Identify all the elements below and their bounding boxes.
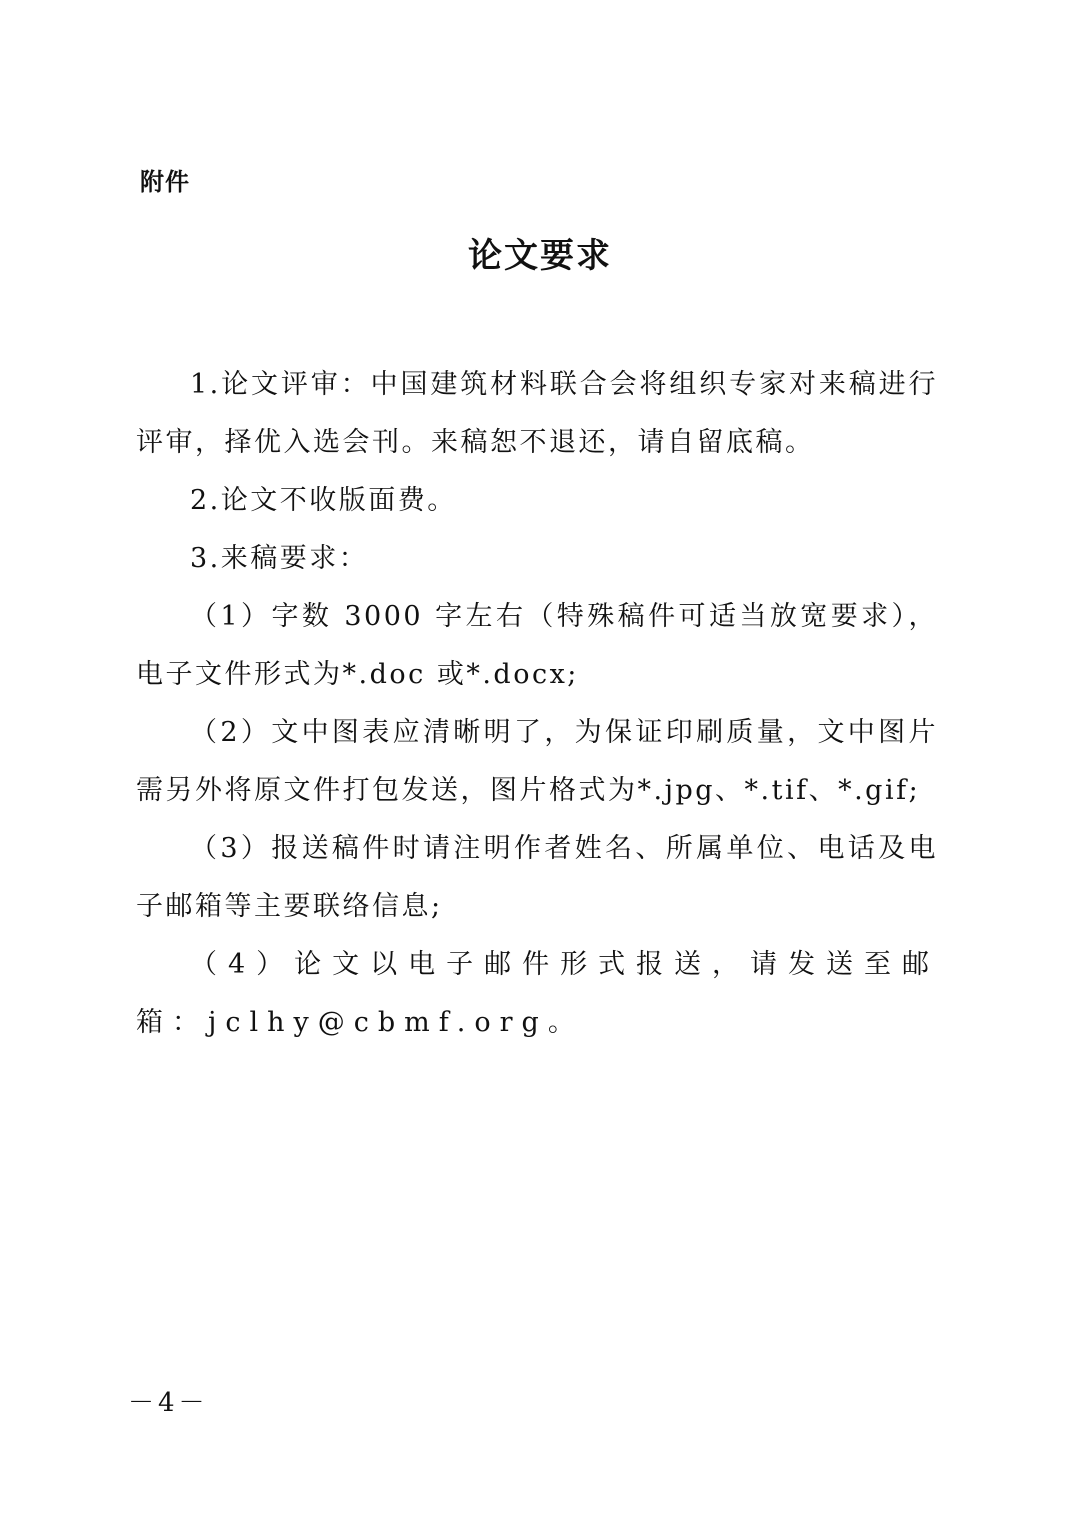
document-body — [136, 356, 938, 1052]
paragraph-fee: 2.论文不收版面费。 — [190, 485, 457, 516]
page-number: －4－ — [128, 1388, 209, 1418]
paragraph-author-info: （3）报送稿件时请注明作者姓名、所属单位、电话及电子邮箱等主要联络信息; — [136, 833, 938, 922]
paragraph-review: 1.论文评审：中国建筑材料联合会将组织专家对来稿进行评审，择优入选会刊。来稿恕不退还，请自留底稿。 — [136, 369, 938, 458]
paragraph-word-count: （1）字数 3000 字左右（特殊稿件可适当放宽要求），电子文件形式为*.doc 或*.docx; — [136, 601, 938, 690]
paragraph-requirements-heading: 3.来稿要求： — [190, 543, 369, 574]
document-title: 论文要求 — [468, 236, 612, 276]
attachment-label: 附件 — [140, 168, 190, 196]
paragraph-figures: （2）文中图表应清晰明了，为保证印刷质量，文中图片需另外将原文件打包发送，图片格式为*.jpg、*.tif、*.gif; — [136, 717, 938, 806]
paragraph-email-submission: （4）论文以电子邮件形式报送，请发送至邮箱：jclhy@cbmf.org。 — [136, 949, 938, 1038]
